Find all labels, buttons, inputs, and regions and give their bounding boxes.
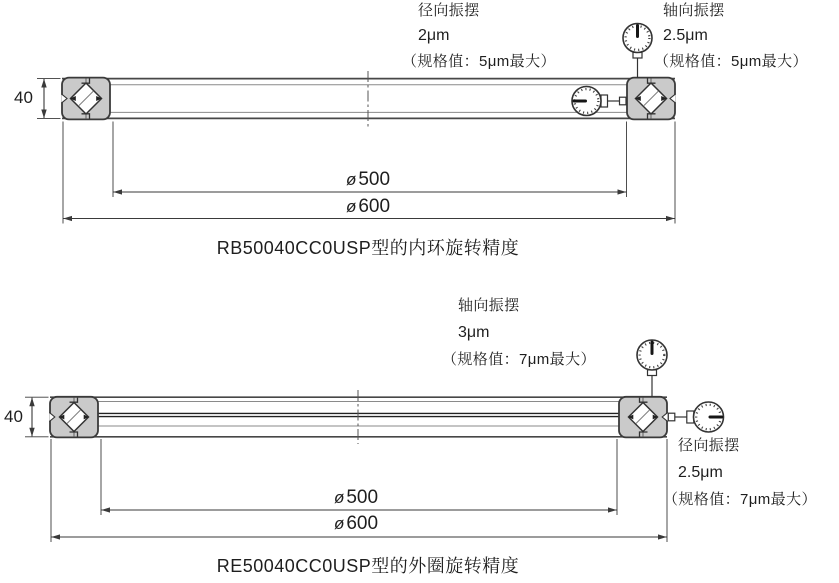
rb-diagram-caption: RB50040CC0USP型的内环旋转精度	[216, 238, 520, 258]
rb-outer-diameter-label: ø 600	[345, 196, 391, 217]
rb-radial-runout-value: 2μm	[418, 27, 450, 44]
re-radial-runout-title: 径向振摆	[678, 437, 740, 454]
re-axial-runout-spec: （规格值：7μm最大）	[442, 351, 596, 368]
re-axial-dial-indicator-icon	[637, 340, 667, 397]
re-width-dimension-label: 40	[4, 407, 23, 426]
rb-right-bearing-section	[627, 78, 676, 120]
rb-axial-runout-title: 轴向振摆	[663, 2, 725, 19]
rb-radial-runout-title: 径向振摆	[418, 2, 480, 19]
rb-diagram	[37, 24, 676, 224]
diameter-symbol: ø	[345, 197, 357, 216]
re-outer-diameter-label: ø 600	[333, 513, 379, 534]
re-bore-diameter-label: ø 500	[333, 487, 379, 508]
re-radial-runout-spec: （规格值：7μm最大）	[663, 491, 817, 508]
re-axial-runout-value: 3μm	[458, 324, 490, 341]
re-right-bearing-section	[619, 397, 668, 438]
re-diagram-caption: RE50040CC0USP型的外圈旋转精度	[216, 556, 520, 576]
rb-radial-dial-indicator-icon	[572, 87, 626, 116]
rb-axial-runout-value: 2.5μm	[663, 27, 708, 44]
re-diagram	[25, 340, 724, 542]
diameter-symbol: ø	[333, 488, 345, 507]
rb-axial-dial-indicator-icon	[623, 24, 652, 79]
re-width-dimension	[25, 397, 49, 437]
re-radial-runout-value: 2.5μm	[678, 464, 723, 481]
rb-radial-runout-spec: （规格值：5μm最大）	[402, 53, 556, 70]
rb-bore-diameter-label: ø 500	[345, 169, 391, 190]
rb-width-dimension	[37, 79, 61, 119]
diameter-symbol: ø	[333, 514, 345, 533]
diameter-symbol: ø	[345, 170, 357, 189]
rb-axial-runout-spec: （规格值：5μm最大）	[654, 53, 808, 70]
re-radial-dial-indicator-icon	[668, 402, 723, 432]
re-left-bearing-section	[49, 397, 98, 438]
rb-left-bearing-section	[61, 78, 110, 120]
re-axial-runout-title: 轴向振摆	[458, 297, 520, 314]
rb-width-dimension-label: 40	[14, 88, 33, 107]
